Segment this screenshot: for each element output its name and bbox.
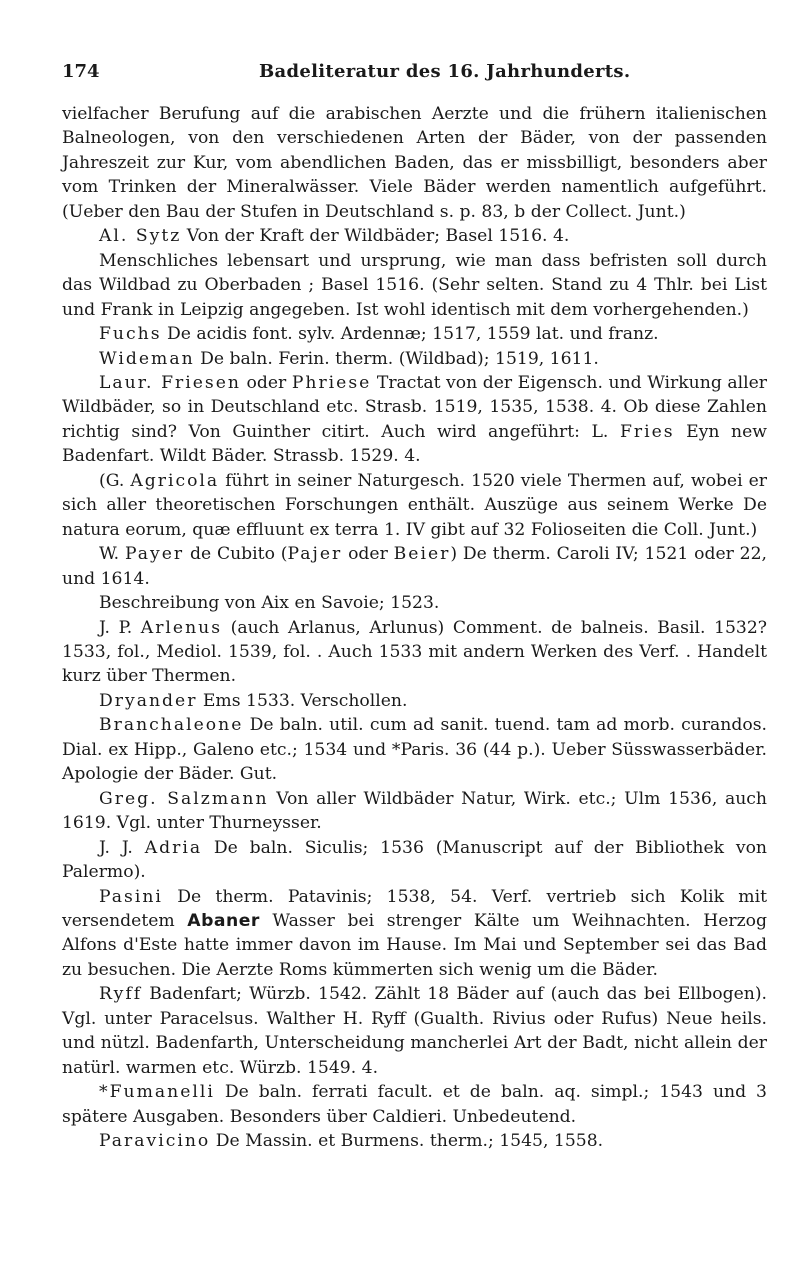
- author-name: Phriese: [291, 372, 372, 393]
- paragraph-text: Wasser bei strenger Kälte um Weihnachten. Herzog Alfons d'Este hatte immer davon im Hause. Im Mai und September sei das Bad zu besuchen. Die Aerzte Roms kümmerten sich wenig um die Bäder.: [62, 910, 767, 980]
- author-name: Pasini: [99, 886, 163, 907]
- emphasized-word: Abaner: [187, 910, 260, 931]
- author-name: Fuchs: [99, 324, 162, 345]
- paragraph-text: Beschreibung von Aix en Savoie; 1523.: [99, 593, 440, 614]
- running-head: [62, 58, 767, 88]
- paragraph-text: De baln. util. cum ad sanit. tuend. tam ad morb. curandos. Dial. ex Hipp., Galeno etc.; 1534 und *Paris. 36 (44 p.). Ueber Süsswasserbäder. Apologie der Bäder. Gut.: [62, 715, 767, 785]
- paragraph-text: W.: [99, 544, 125, 565]
- paragraph-text: Von aller Wildbäder Natur, Wirk. etc.; Ulm 1536, auch 1619. Vgl. unter Thurneysser.: [62, 788, 767, 834]
- paragraph-text: De Massin. et Burmens. therm.; 1545, 1558.: [210, 1131, 604, 1152]
- paragraph-text: J. P.: [99, 617, 141, 638]
- paragraph-text: oder: [240, 372, 292, 393]
- author-name: Wideman: [99, 348, 195, 369]
- paragraph: [62, 371, 767, 469]
- author-name: Adria: [144, 837, 203, 858]
- paragraph-text: Tractat von der Eigensch. und Wirkung aller Wildbäder, so in Deutschland etc. Strasb. 1519, 1535, 1538. 4. Ob diese Zahlen richtig sind? Von Guinther citirt. Auch wird angeführt: L.: [62, 372, 768, 442]
- author-name: Greg. Salzmann: [99, 788, 269, 809]
- author-name: Ryff: [99, 984, 143, 1005]
- paragraph: [62, 836, 767, 885]
- paragraph-text: oder: [342, 544, 394, 565]
- body-text: [62, 102, 767, 1153]
- author-name: Laur. Friesen: [99, 372, 241, 393]
- paragraph: [62, 713, 767, 786]
- paragraph: [62, 102, 767, 224]
- paragraph: [62, 885, 767, 983]
- author-name: Branchaleone: [99, 715, 244, 736]
- paragraph: [62, 322, 767, 346]
- page-number: 174: [62, 61, 100, 82]
- paragraph-text: De baln. ferrati facult. et de baln. aq. simpl.; 1543 und 3 spätere Ausgaben. Besonders über Caldieri. Unbedeutend.: [62, 1082, 767, 1127]
- paragraph-text: De acidis font. sylv. Ardennæ; 1517, 1559 lat. und franz.: [161, 324, 659, 345]
- paragraph: [62, 469, 767, 542]
- paragraph: [62, 249, 767, 322]
- paragraph-text: de Cubito (: [184, 544, 288, 565]
- author-name: Dryander: [99, 690, 198, 711]
- paragraph-text: Von der Kraft der Wildbäder; Basel 1516. 4.: [181, 226, 570, 247]
- author-name: Agricola: [130, 470, 220, 491]
- paragraph-text: vielfacher Berufung auf die arabischen Aerzte und die frühern italienischen Balneologen, von den verschiedenen Arten der Bäder, von der passenden Jahreszeit zur Kur, vom abendlichen Baden, das er missbilligt, besonders aber vom Trinken der Mineralwässer. Viele Bäder werden namentlich aufgeführt. (Ueber den Bau der Stufen in Deutschland s. p. 83, b der Collect. Junt.): [62, 104, 767, 222]
- paragraph-text: führt in seiner Naturgesch. 1520 viele Thermen auf, wobei er sich aller theoretischen Forschungen enthält. Auszüge aus seinem Werke De natura eorum, quæ effluunt ex terra 1. IV gibt auf 32 Folioseiten die Coll. Junt.): [62, 470, 768, 540]
- paragraph-text: De therm. Patavinis; 1538, 54. Verf. vertrieb sich Kolik mit versendetem: [62, 886, 767, 931]
- paragraph-text: De baln. Siculis; 1536 (Manuscript auf der Bibliothek von Palermo).: [62, 837, 767, 883]
- paragraph-text: Ems 1533. Verschollen.: [197, 690, 408, 711]
- paragraph-text: Badenfart; Würzb. 1542. Zählt 18 Bäder auf (auch das bei Ellbogen). Vgl. unter Paracelsus. Walther H. Ryff (Gualth. Rivius oder Rufus) Neue heils. und nützl. Badenfarth, Unterscheidung mancherlei Art der Badt, nicht allein der natürl. warmen etc. Würzb. 1549. 4.: [62, 984, 767, 1078]
- author-name: Al. Sytz: [99, 226, 182, 247]
- paragraph-text: ) De therm. Caroli IV; 1521 oder 22, und 1614.: [62, 544, 768, 589]
- paragraph: [62, 616, 767, 689]
- paragraph: [62, 982, 767, 1080]
- author-name: Pajer: [287, 544, 343, 565]
- paragraph-text: Menschliches lebensart und ursprung, wie man dass befristen soll durch das Wildbad zu Oberbaden ; Basel 1516. (Sehr selten. Stand zu 4 Thlr. bei List und Frank in Leipzig angegeben. Ist wohl identisch mit dem vorhergehenden.): [62, 250, 767, 320]
- paragraph: [62, 689, 767, 713]
- author-name: Arlenus: [140, 617, 223, 638]
- paragraph-text: (G.: [99, 470, 131, 491]
- paragraph: [62, 347, 767, 371]
- author-name: Fries: [619, 421, 675, 442]
- paragraph-text: De baln. Ferin. therm. (Wildbad); 1519, 1611.: [194, 348, 599, 369]
- paragraph-text: J. J.: [99, 837, 145, 858]
- book-page: [62, 58, 767, 1153]
- paragraph: [62, 1080, 767, 1129]
- author-name: Payer: [124, 544, 185, 565]
- paragraph-text: (auch Arlanus, Arlunus) Comment. de balneis. Basil. 1532? 1533, fol., Mediol. 1539, fol. . Auch 1533 mit andern Werken des Verf. . Handelt kurz über Thermen.: [62, 617, 767, 687]
- paragraph-text: Eyn new Badenfart. Wildt Bäder. Strassb. 1529. 4.: [62, 421, 767, 467]
- author-name: *Fumanelli: [99, 1082, 215, 1103]
- author-name: Paravicino: [99, 1131, 211, 1152]
- running-title: Badeliteratur des 16. Jahrhunderts.: [259, 61, 631, 82]
- paragraph: [62, 787, 767, 836]
- paragraph: [62, 591, 767, 615]
- author-name: Beier: [393, 544, 451, 565]
- paragraph: [62, 542, 767, 591]
- paragraph: [62, 1129, 767, 1153]
- paragraph: [62, 224, 767, 248]
